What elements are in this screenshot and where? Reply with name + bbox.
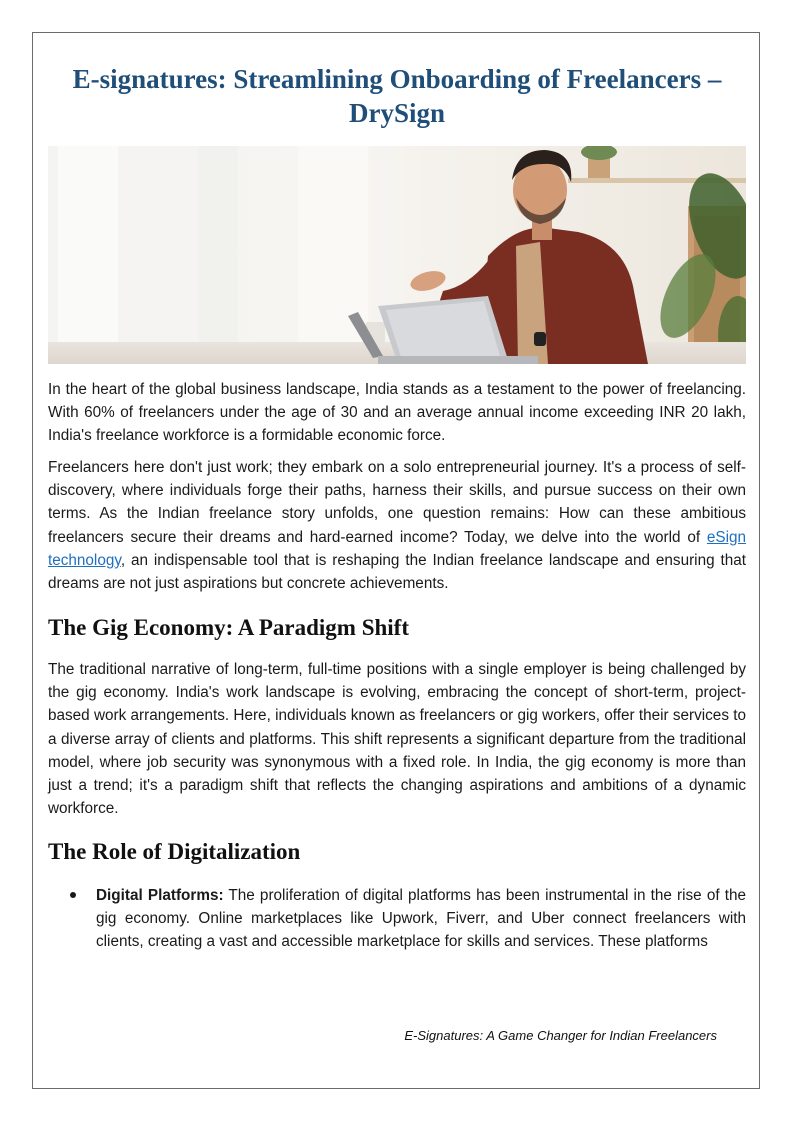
freelancers-paragraph — [48, 456, 746, 595]
paragraph-text: , an indispensable tool that is reshaping the Indian freelance landscape and ensuring that dreams are not just aspirations but concrete achievements. — [48, 551, 746, 593]
bullet-body: The proliferation of digital platforms has been instrumental in the rise of the gig economy. Online marketplaces like Upwork, Fiverr, and Uber connect freelancers with clients, creating a vast and accessible marketplace for skills and services. These platforms — [96, 887, 746, 951]
page-title: E-signatures: Streamlining Onboarding of Freelancers – DrySign — [72, 64, 722, 128]
paragraph-text: Freelancers here don't just work; they embark on a solo entrepreneurial journey. It's a process of self-discovery, where individuals forge their paths, harness their skills, and pursue success on their own terms. As the Indian freelance story unfolds, one question remains: How can these ambitious freelancers secure their dreams and hard-earned income? Today, we delve into the world of — [48, 459, 746, 546]
bullet-text — [96, 884, 746, 954]
gig-economy-paragraph: The traditional narrative of long-term, full-time positions with a single employer is being challenged by the gig economy. India's work landscape is evolving, embracing the concept of short-term, project-based work arrangements. Here, individuals known as freelancers or gig workers, offer their services to a diverse array of clients and platforms. This shift represents a significant departure from the traditional model, where job security was synonymous with a fixed role. In India, the gig economy is more than just a trend; it's a paradigm shift that reflects the changing aspirations and ambitions of a dynamic workforce. — [48, 661, 746, 818]
bullet-label: Digital Platforms: — [96, 887, 224, 904]
section-heading-gig-economy: The Gig Economy: A Paradigm Shift — [48, 615, 409, 640]
esign-technology-link[interactable]: eSign technology — [48, 528, 746, 569]
section-heading-digitalization: The Role of Digitalization — [48, 839, 301, 864]
bullet-icon — [70, 892, 76, 898]
page-footer: E-Signatures: A Game Changer for Indian Freelancers — [404, 1028, 717, 1043]
hero-image — [48, 146, 746, 364]
bullet-list — [48, 884, 746, 954]
intro-paragraph: In the heart of the global business landscape, India stands as a testament to the power of freelancing. With 60% of freelancers under the age of 30 and an average annual income exceeding INR 20 lakh, India's freelance workforce is a formidable economic force. — [48, 381, 746, 445]
list-item — [48, 884, 746, 954]
